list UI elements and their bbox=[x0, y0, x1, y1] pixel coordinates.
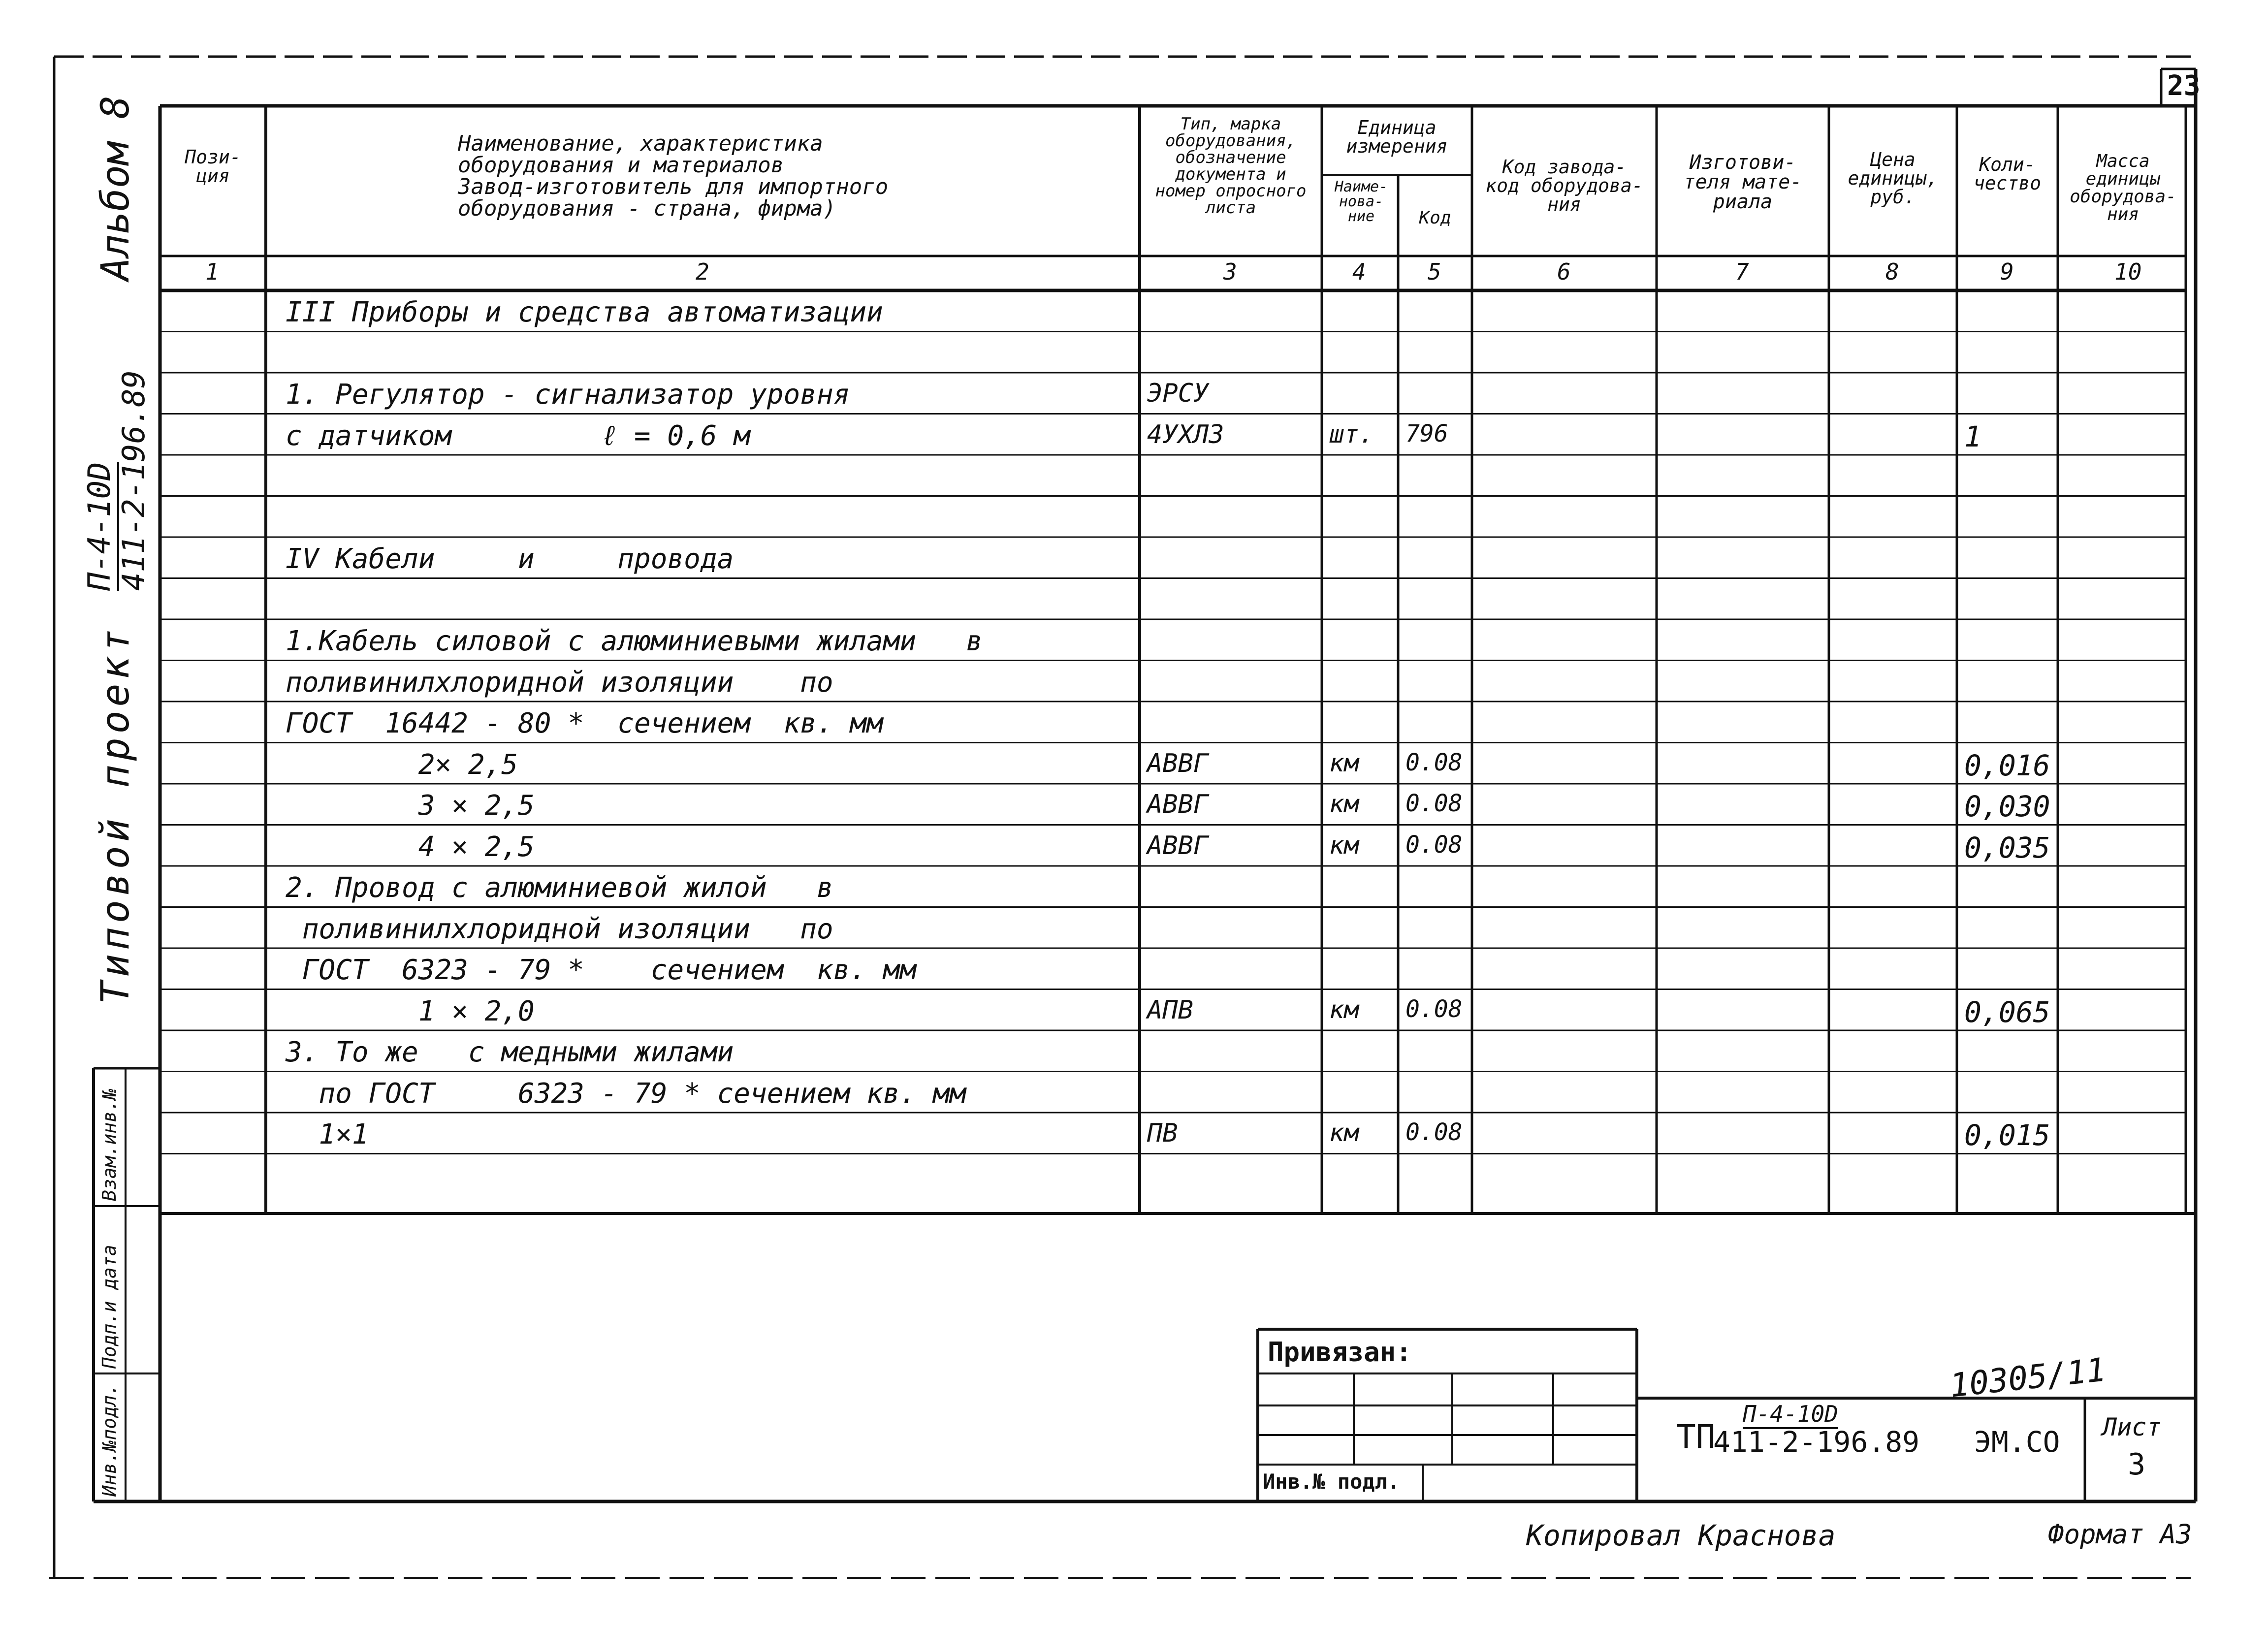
header-mass: Масса единицы оборудова- ния bbox=[2070, 151, 2176, 224]
cell-name: 4 × 2,5 bbox=[286, 830, 535, 863]
column-number: 1 bbox=[205, 258, 219, 285]
column-number: 8 bbox=[1885, 258, 1899, 285]
side-album-label: Альбом 8 bbox=[94, 96, 138, 281]
header-position: Пози- ция bbox=[185, 146, 241, 187]
doc-code-bottom: 411-2-196.89 bbox=[1713, 1425, 1920, 1459]
column-number: 5 bbox=[1428, 258, 1441, 285]
cell-unit: км bbox=[1329, 748, 1359, 777]
corner-sheet-number: 23 bbox=[2167, 70, 2201, 102]
sheet-number: 3 bbox=[2128, 1447, 2146, 1482]
column-number: 10 bbox=[2114, 258, 2142, 285]
stamp-replacement-inv: Взам.инв.№ bbox=[98, 1088, 120, 1201]
cell-type: АВВГ bbox=[1147, 830, 1209, 861]
cell-type: ПВ bbox=[1147, 1118, 1178, 1148]
cell-type: АВВГ bbox=[1147, 790, 1209, 819]
header-name: Наименование, характеристика оборудования и материалов Завод-изготовитель для импортного оборудования - страна, фирма) bbox=[458, 131, 889, 221]
cell-type: 4УХЛ3 bbox=[1147, 419, 1224, 449]
privyazan-label: Привязан: bbox=[1268, 1337, 1412, 1368]
cell-name: IV Кабели и провода bbox=[286, 543, 734, 575]
cell-code: 0.08 bbox=[1406, 1118, 1463, 1146]
header-unit-code: Код bbox=[1419, 208, 1451, 228]
inv-original-label: Инв.№ подл. bbox=[1263, 1469, 1400, 1494]
header-unit-group: Единица измерения bbox=[1346, 117, 1448, 157]
cell-name: 1. Регулятор - сигнализатор уровня bbox=[286, 379, 850, 411]
header-unit-name: Наиме- нова- ние bbox=[1334, 178, 1388, 225]
cell-code: 0.08 bbox=[1406, 790, 1463, 817]
cell-type: ЭРСУ bbox=[1147, 379, 1209, 408]
cell-name: ГОСТ 6323 - 79 * сечением кв. мм bbox=[286, 954, 917, 986]
cell-code: 0.08 bbox=[1406, 830, 1463, 859]
cell-code: 0.08 bbox=[1406, 995, 1463, 1023]
cell-name: поливинилхлоридной изоляции по bbox=[286, 666, 833, 699]
stamp-original-inv: Инв.№подл. bbox=[98, 1384, 120, 1497]
format-label: Формат А3 bbox=[2048, 1519, 2192, 1550]
cell-name: 3. То же с медными жилами bbox=[286, 1036, 734, 1068]
cell-code: 796 bbox=[1406, 419, 1448, 447]
doc-mark: ЭМ.СО bbox=[1974, 1425, 2060, 1459]
column-number: 2 bbox=[696, 258, 709, 285]
side-project-code-bottom: 411-2-196.89 bbox=[116, 370, 152, 591]
cell-unit: км bbox=[1329, 995, 1359, 1024]
cell-name: 3 × 2,5 bbox=[286, 790, 535, 822]
cell-quantity: 1 bbox=[1964, 419, 1981, 453]
cell-unit: шт. bbox=[1329, 419, 1374, 448]
cell-quantity: 0,016 bbox=[1964, 748, 2050, 782]
column-number: 7 bbox=[1735, 258, 1749, 285]
column-number: 9 bbox=[2000, 258, 2014, 285]
cell-type: АВВГ bbox=[1147, 748, 1209, 778]
cell-name: поливинилхлоридной изоляции по bbox=[286, 913, 833, 945]
cell-name: 2. Провод с алюминиевой жилой в bbox=[286, 872, 833, 904]
cell-quantity: 0,030 bbox=[1964, 790, 2050, 823]
cell-name: 2× 2,5 bbox=[286, 748, 518, 781]
cell-quantity: 0,015 bbox=[1964, 1118, 2050, 1152]
column-number: 4 bbox=[1352, 258, 1366, 285]
header-type: Тип, марка оборудования, обозначение документа и номер опросного листа bbox=[1155, 114, 1307, 218]
copied-by: Копировал Краснова bbox=[1526, 1519, 1836, 1552]
doc-code-prefix: ТП bbox=[1676, 1418, 1716, 1456]
stamp-signature-date: Подп.и дата bbox=[98, 1245, 120, 1369]
doc-code-top: П-4-10D bbox=[1743, 1401, 1838, 1429]
cell-name: ГОСТ 16442 - 80 * сечением кв. мм bbox=[286, 707, 883, 739]
handwritten-number: 10305/11 bbox=[1948, 1350, 2108, 1405]
column-number: 3 bbox=[1223, 258, 1237, 285]
cell-type: АПВ bbox=[1147, 995, 1193, 1025]
cell-name: по ГОСТ 6323 - 79 * сечением кв. мм bbox=[286, 1077, 966, 1110]
cell-name: 1.Кабель силовой с алюминиевыми жилами в bbox=[286, 625, 983, 657]
header-manufacturer: Изготови- теля мате- риала bbox=[1683, 151, 1802, 213]
cell-unit: км bbox=[1329, 830, 1359, 860]
cell-quantity: 0,065 bbox=[1964, 995, 2050, 1029]
column-number: 6 bbox=[1557, 258, 1571, 285]
cell-name: 1 × 2,0 bbox=[286, 995, 535, 1027]
cell-name: с датчиком ℓ = 0,6 м bbox=[286, 419, 750, 452]
cell-unit: км bbox=[1329, 790, 1359, 818]
header-price: Цена единицы, руб. bbox=[1848, 149, 1938, 208]
cell-code: 0.08 bbox=[1406, 748, 1463, 776]
cell-name: III Приборы и средства автоматизации bbox=[286, 296, 883, 328]
sheet-label: Лист bbox=[2102, 1413, 2162, 1441]
cell-unit: км bbox=[1329, 1118, 1359, 1147]
side-project-code-top: П-4-10D bbox=[81, 462, 119, 591]
cell-name: 1×1 bbox=[286, 1118, 369, 1150]
cell-quantity: 0,035 bbox=[1964, 830, 2050, 864]
header-factory-code: Код завода- код оборудова- ния bbox=[1485, 156, 1643, 215]
header-quantity: Коли- чество bbox=[1973, 154, 2042, 194]
side-project-type: Типовой проект bbox=[94, 625, 138, 1004]
